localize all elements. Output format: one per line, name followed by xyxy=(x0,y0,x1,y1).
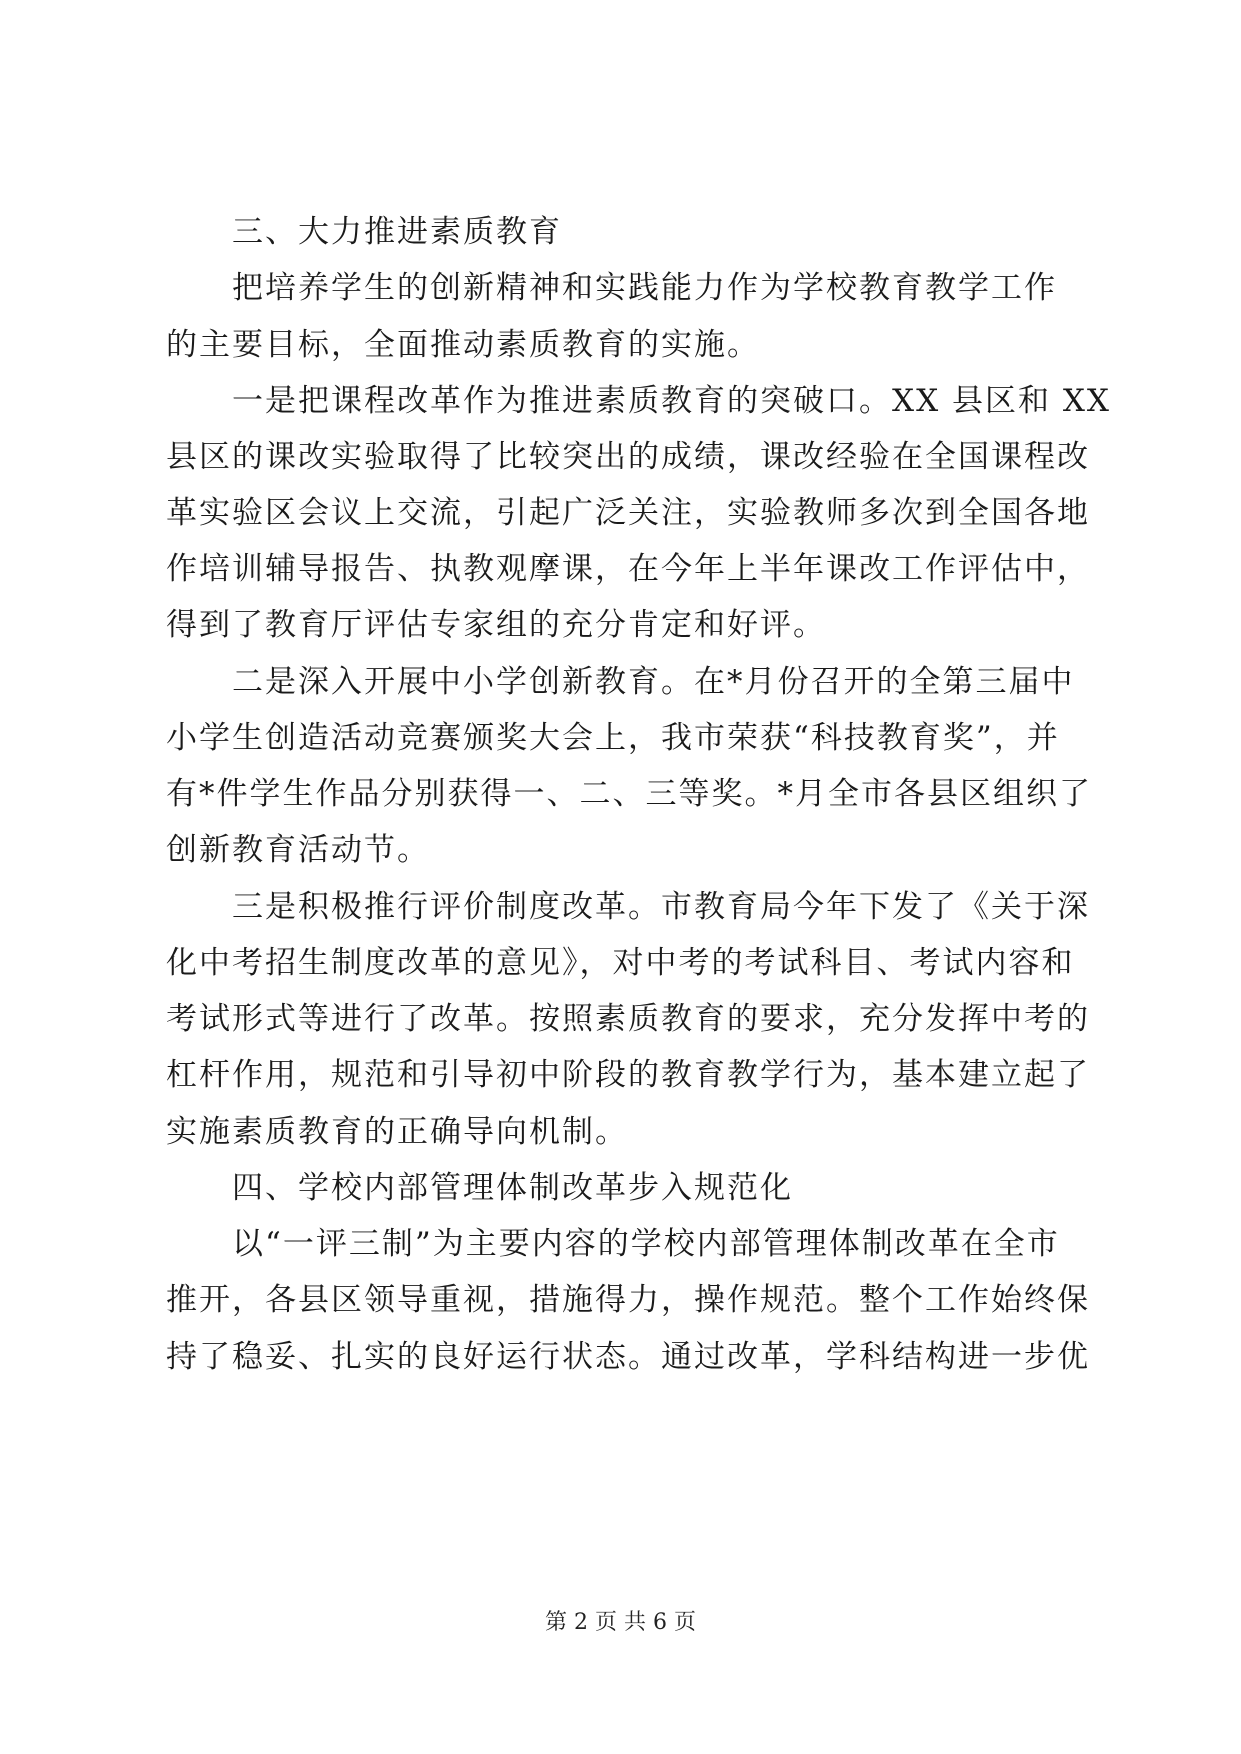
paragraph-line: 化中考招生制度改革的意见》，对中考的考试科目、考试内容和 xyxy=(166,945,1075,981)
page-number-footer: 第 2 页 共 6 页 xyxy=(545,1610,696,1635)
section-heading-4: 四、学校内部管理体制改革步入规范化 xyxy=(232,1170,793,1206)
paragraph-line: 推开，各县区领导重视，措施得力，操作规范。整个工作始终保 xyxy=(166,1282,1090,1318)
paragraph-line: 县区的课改实验取得了比较突出的成绩，课改经验在全国课程改 xyxy=(166,439,1090,475)
paragraph-line: 有*件学生作品分别获得一、二、三等奖。*月全市各县区组织了 xyxy=(166,776,1092,812)
paragraph-line: 三是积极推行评价制度改革。市教育局今年下发了《关于深 xyxy=(232,889,1090,925)
paragraph-line: 小学生创造活动竞赛颁奖大会上，我市荣获“科技教育奖”，并 xyxy=(166,720,1060,756)
paragraph-line: 持了稳妥、扎实的良好运行状态。通过改革，学科结构进一步优 xyxy=(166,1339,1090,1375)
paragraph-line: 实施素质教育的正确导向机制。 xyxy=(166,1114,628,1150)
paragraph-line: 杠杆作用，规范和引导初中阶段的教育教学行为，基本建立起了 xyxy=(166,1057,1090,1093)
paragraph-line: 的主要目标，全面推动素质教育的实施。 xyxy=(166,327,760,363)
section-heading-3: 三、大力推进素质教育 xyxy=(232,214,562,250)
paragraph-line: 得到了教育厅评估专家组的充分肯定和好评。 xyxy=(166,607,826,643)
paragraph-line: 把培养学生的创新精神和实践能力作为学校教育教学工作 xyxy=(232,270,1057,306)
paragraph-line: 以“一评三制”为主要内容的学校内部管理体制改革在全市 xyxy=(232,1226,1060,1262)
paragraph-line: 一是把课程改革作为推进素质教育的突破口。XX 县区和 XX xyxy=(232,383,1111,419)
paragraph-line: 革实验区会议上交流，引起广泛关注，实验教师多次到全国各地 xyxy=(166,495,1090,531)
paragraph-line: 二是深入开展中小学创新教育。在*月份召开的全第三届中 xyxy=(232,664,1075,700)
paragraph-line: 创新教育活动节。 xyxy=(166,832,430,868)
paragraph-line: 考试形式等进行了改革。按照素质教育的要求，充分发挥中考的 xyxy=(166,1001,1090,1037)
paragraph-line: 作培训辅导报告、执教观摩课，在今年上半年课改工作评估中， xyxy=(166,551,1090,587)
